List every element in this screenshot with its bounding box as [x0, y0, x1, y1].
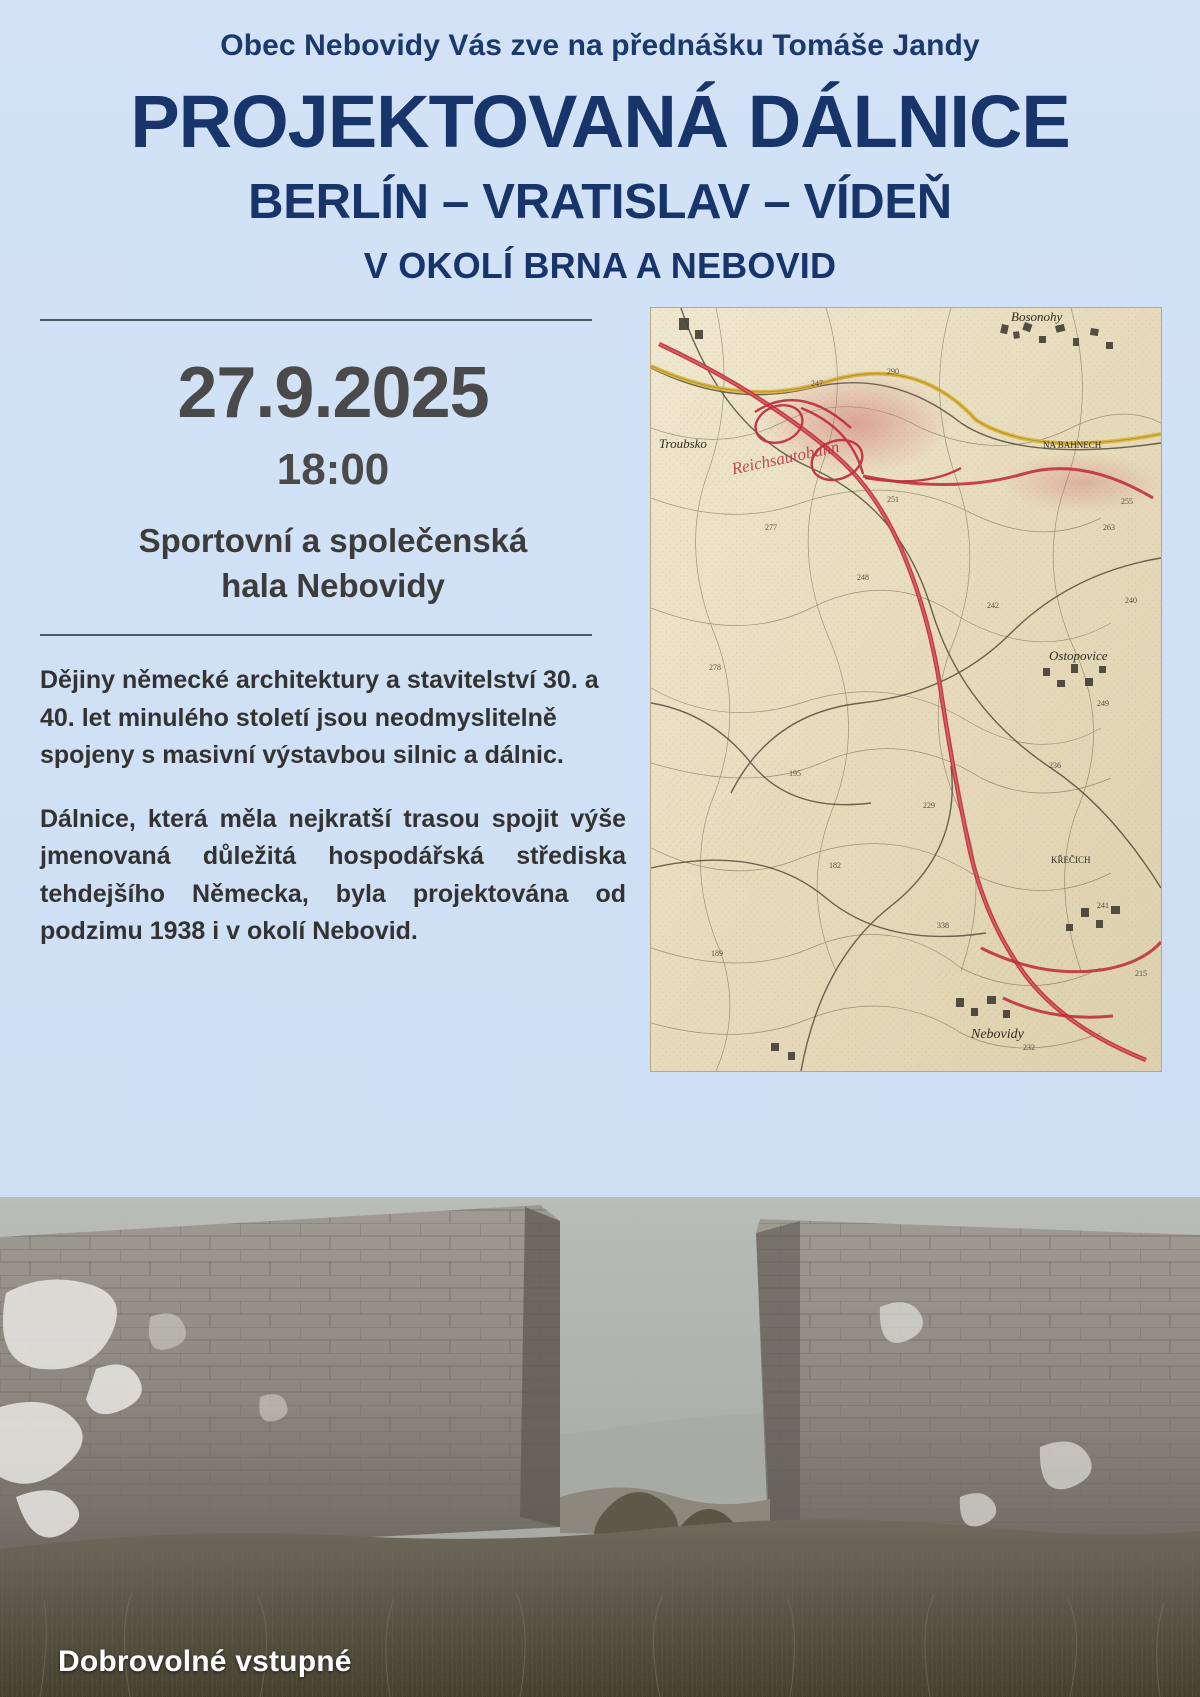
- map-label-na-bahnech: NA BAHNECH: [1043, 440, 1102, 451]
- svg-text:255: 255: [1121, 497, 1133, 507]
- invite-line: Obec Nebovidy Vás zve na přednášku Tomáše Jandy: [220, 29, 980, 62]
- svg-text:215: 215: [1135, 969, 1147, 979]
- poster-body: [0, 307, 1200, 1072]
- svg-text:182: 182: [829, 861, 841, 871]
- svg-text:236: 236: [1049, 761, 1061, 771]
- event-date: 27.9.2025: [177, 353, 489, 434]
- svg-text:240: 240: [1125, 596, 1137, 606]
- description-paragraph-1: Dějiny německé architektury a stavitelství 30. a 40. let minulého století jsou neodmyslitelně spojeny s masivní výstavbou silnic a dálnic.: [40, 666, 599, 770]
- event-details: [40, 351, 626, 608]
- description-block: [40, 662, 626, 951]
- event-venue-line1: Sportovní a společenská: [138, 522, 528, 560]
- page-title: PROJEKTOVANÁ DÁLNICE: [130, 80, 1070, 163]
- admission-caption: Dobrovolné vstupné: [58, 1645, 352, 1678]
- event-venue-line2: hala Nebovidy: [221, 566, 445, 604]
- right-column: [650, 307, 1160, 1072]
- description-paragraph-2: Dálnice, která měla nejkratší trasou spojit výše jmenovaná důležitá hospodářská střediska tehdejšího Německa, byla projektována od podzimu 1938 i v okolí Nebovid.: [40, 804, 626, 946]
- map-label-krecich: KŘEČICH: [1051, 855, 1091, 866]
- page-subtitle: BERLÍN – VRATISLAV – VÍDEŇ: [248, 174, 952, 229]
- map-label-nebovidy: Nebovidy: [971, 1027, 1024, 1043]
- svg-text:290: 290: [887, 367, 899, 377]
- svg-text:189: 189: [711, 949, 723, 959]
- svg-text:277: 277: [765, 523, 777, 533]
- svg-text:242: 242: [987, 601, 999, 611]
- svg-text:241: 241: [1097, 901, 1109, 911]
- event-time: 18:00: [276, 445, 390, 495]
- poster-header: [0, 0, 1200, 285]
- svg-text:247: 247: [811, 379, 823, 389]
- svg-text:229: 229: [923, 801, 935, 811]
- map-graphic: [651, 308, 1161, 1071]
- svg-text:248: 248: [857, 573, 869, 583]
- map-annotation-reichsautobahn: Reichsautobahn: [729, 437, 841, 479]
- photo-graphic: [0, 1197, 1200, 1697]
- divider-bottom: [40, 634, 592, 636]
- svg-text:232: 232: [1023, 1043, 1035, 1053]
- map-label-ostopovice: Ostopovice: [1049, 648, 1108, 664]
- historical-photo: [0, 1197, 1200, 1697]
- svg-text:249: 249: [1097, 699, 1109, 709]
- map-label-troubsko: Troubsko: [659, 436, 707, 452]
- svg-text:251: 251: [887, 495, 899, 505]
- left-wall: [0, 1205, 560, 1557]
- left-column: [40, 307, 650, 976]
- svg-text:278: 278: [709, 663, 721, 673]
- historical-map-image: [650, 307, 1162, 1072]
- page-subtitle-secondary: V OKOLÍ BRNA A NEBOVID: [363, 244, 837, 286]
- svg-text:338: 338: [937, 921, 949, 931]
- svg-text:263: 263: [1103, 523, 1115, 533]
- map-label-bosonohy: Bosonohy: [1011, 309, 1063, 325]
- divider-top: [40, 319, 592, 321]
- svg-text:195: 195: [789, 769, 801, 779]
- right-wall: [756, 1219, 1200, 1557]
